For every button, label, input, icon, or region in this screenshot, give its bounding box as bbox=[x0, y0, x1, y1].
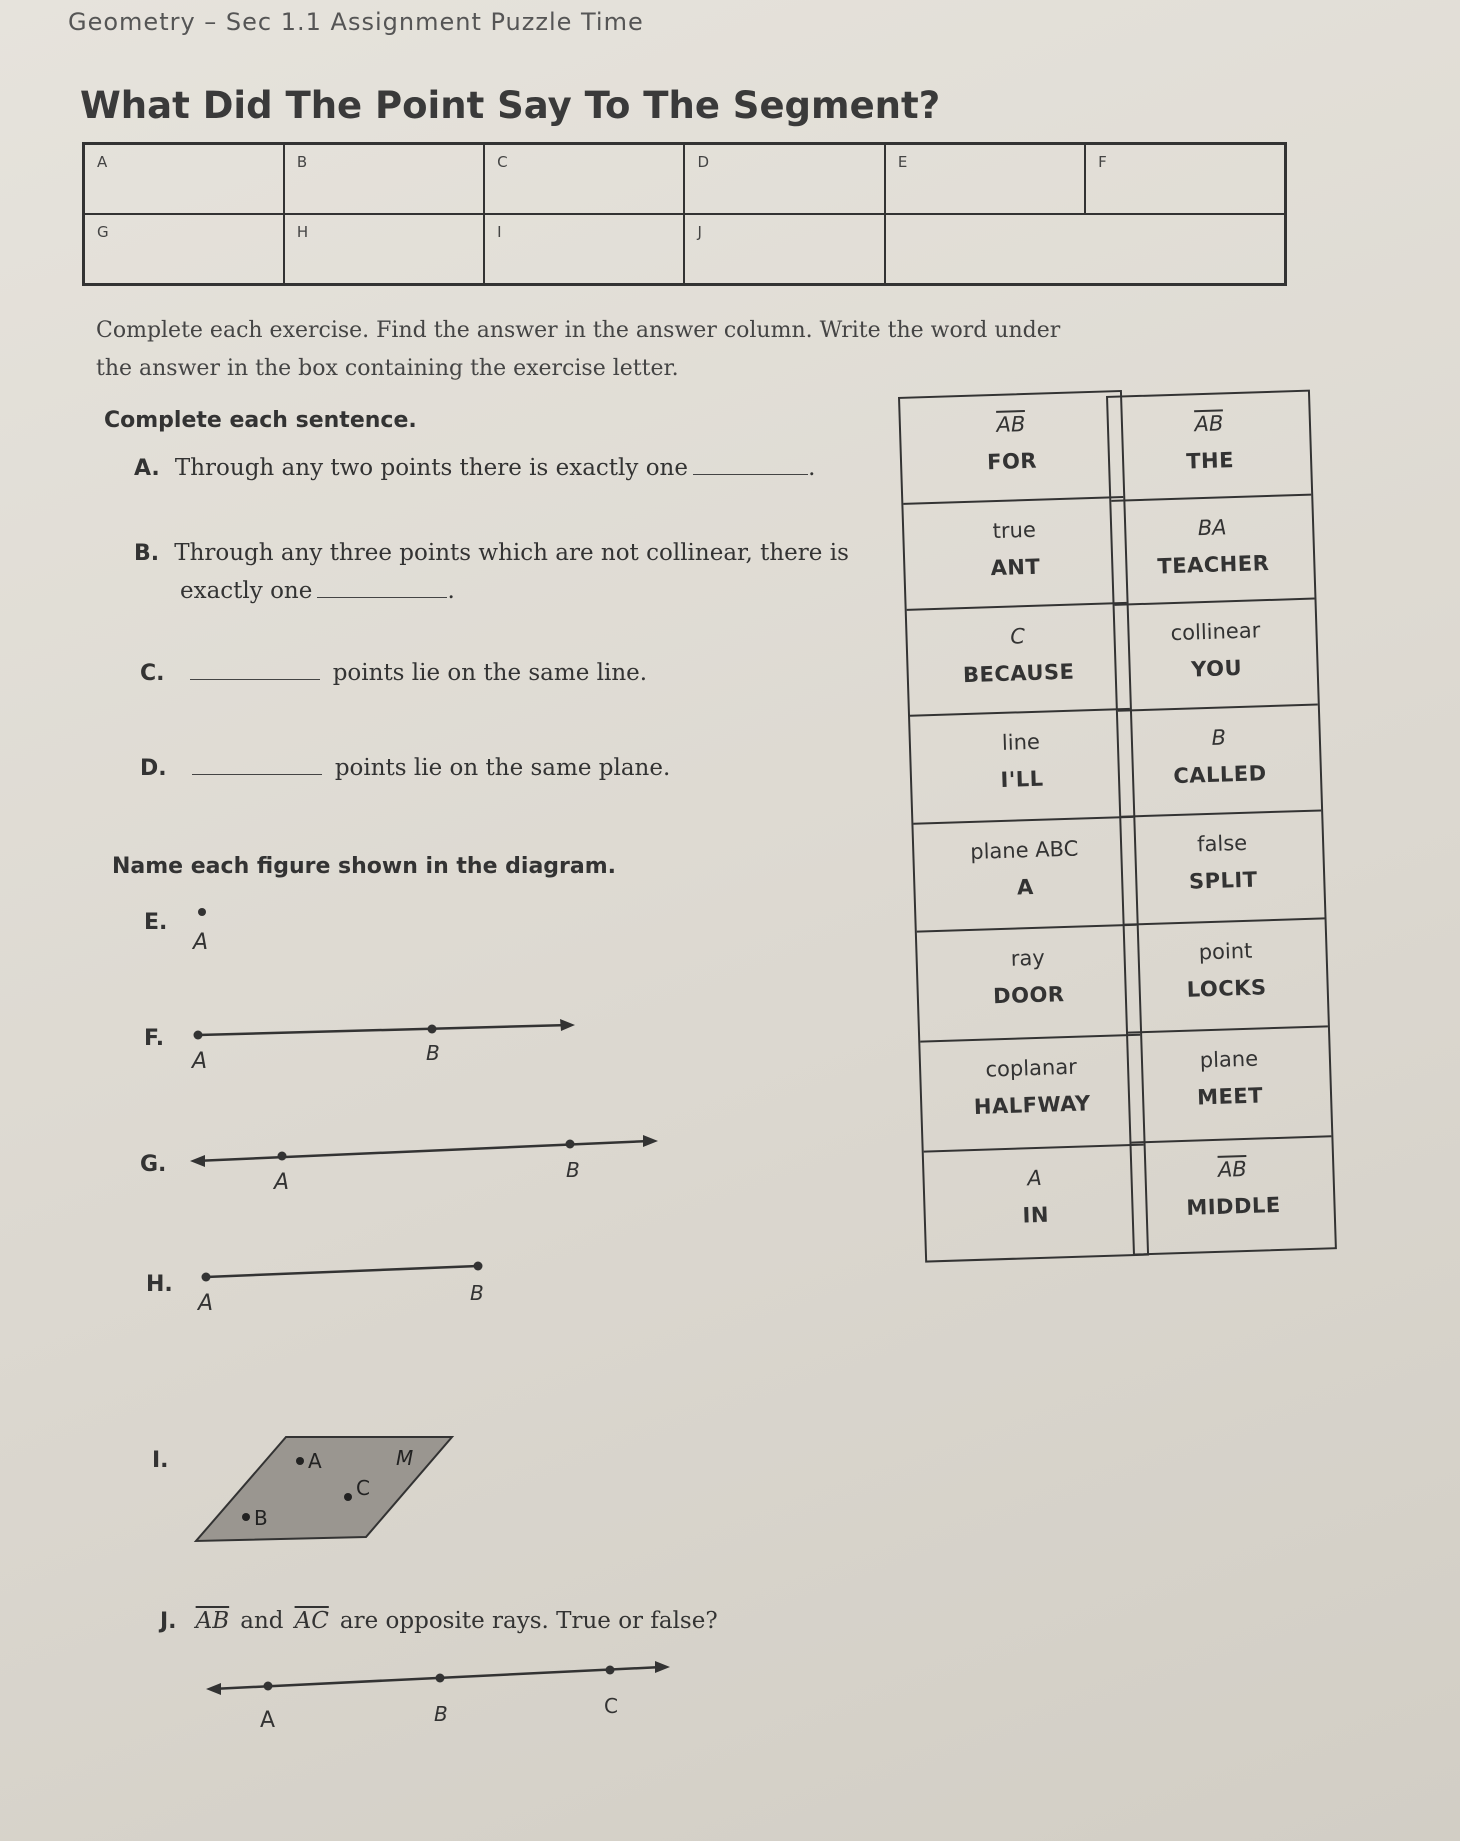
answer-blank[interactable] bbox=[190, 679, 320, 680]
point-label: A bbox=[193, 930, 209, 955]
figure-i-plane bbox=[190, 1425, 470, 1555]
answer-value: $\overline{AB}$ bbox=[996, 412, 1026, 437]
point-label: C bbox=[604, 1694, 618, 1718]
answer-column-2 bbox=[1106, 390, 1337, 1256]
question-letter: A. bbox=[134, 456, 160, 481]
point-label: B bbox=[434, 1702, 448, 1726]
point-label: A bbox=[198, 1291, 214, 1316]
point-dot bbox=[198, 908, 206, 916]
plane-shape bbox=[196, 1437, 452, 1541]
answer-cell bbox=[903, 498, 1126, 611]
answer-cell bbox=[1118, 705, 1321, 817]
answer-word: TEACHER bbox=[1157, 550, 1270, 579]
answer-value: line bbox=[1001, 729, 1041, 755]
instructions: Complete each exercise. Find the answer in the answer column. Write the word under the answer in the box containing the exercise letter. bbox=[96, 318, 1061, 381]
answer-value: false bbox=[1196, 830, 1248, 857]
point-dot bbox=[194, 1031, 203, 1040]
page-title: What Did The Point Say To The Segment? bbox=[80, 84, 941, 127]
answer-cell bbox=[910, 710, 1133, 825]
answer-box-d[interactable]: D bbox=[684, 144, 884, 215]
answer-cell bbox=[1125, 919, 1328, 1033]
answer-word: MEET bbox=[1196, 1083, 1264, 1110]
answer-box-c[interactable]: C bbox=[484, 144, 684, 215]
answer-cell bbox=[913, 818, 1136, 933]
point-label: A bbox=[260, 1708, 276, 1733]
question-text: points lie on the same plane. bbox=[334, 755, 671, 781]
answer-word: ANT bbox=[990, 554, 1041, 581]
section-heading-sentences: Complete each sentence. bbox=[104, 408, 417, 433]
answer-value: B bbox=[1211, 725, 1227, 750]
answer-value: point bbox=[1198, 938, 1253, 965]
answer-word: CALLED bbox=[1172, 761, 1267, 789]
answer-box-h[interactable]: H bbox=[284, 214, 484, 285]
answer-value: collinear bbox=[1170, 618, 1261, 646]
answer-box-b[interactable]: B bbox=[284, 144, 484, 215]
figure-g-line bbox=[180, 1125, 680, 1205]
answer-word: IN bbox=[1022, 1202, 1050, 1228]
question-period: . bbox=[447, 578, 455, 604]
answer-cell bbox=[907, 604, 1130, 717]
question-text: points lie on the same line. bbox=[332, 660, 648, 686]
answer-word: BECAUSE bbox=[962, 659, 1075, 688]
question-text: exactly one bbox=[180, 578, 313, 604]
answer-blank[interactable] bbox=[192, 774, 322, 775]
answer-word: YOU bbox=[1190, 655, 1243, 682]
figure-j-rays bbox=[200, 1655, 680, 1745]
answer-value: plane bbox=[1199, 1046, 1259, 1073]
question-text: Through any two points there is exactly one bbox=[174, 455, 688, 481]
answer-box-j[interactable]: J bbox=[684, 214, 884, 285]
answer-cell bbox=[924, 1146, 1147, 1261]
figure-f-ray bbox=[180, 1005, 600, 1085]
point-label: B bbox=[470, 1281, 484, 1305]
point-dot bbox=[566, 1140, 575, 1149]
arrowhead-icon bbox=[206, 1683, 221, 1695]
point-label: A bbox=[192, 1049, 208, 1074]
question-period: . bbox=[808, 455, 816, 481]
answer-grid-row bbox=[84, 214, 1286, 285]
ray-ab-notation: $\overline{AB}$ bbox=[195, 1608, 230, 1634]
answer-box-empty bbox=[885, 214, 1286, 285]
answer-grid-row bbox=[84, 144, 1286, 215]
question-letter: G. bbox=[140, 1152, 167, 1177]
answer-value: BA bbox=[1197, 515, 1227, 541]
answer-word: THE bbox=[1185, 448, 1235, 474]
answer-cell bbox=[1111, 496, 1314, 606]
arrowhead-icon bbox=[190, 1155, 205, 1167]
point-dot bbox=[202, 1273, 211, 1282]
point-dot bbox=[436, 1674, 445, 1683]
point-dot bbox=[606, 1666, 615, 1675]
answer-cell bbox=[1131, 1137, 1334, 1253]
question-text: are opposite rays. True or false? bbox=[339, 1608, 718, 1634]
question-letter: B. bbox=[134, 541, 160, 566]
point-dot bbox=[296, 1457, 304, 1465]
point-label: C bbox=[356, 1476, 370, 1500]
answer-box-f[interactable]: F bbox=[1085, 144, 1285, 215]
question-j bbox=[160, 1608, 718, 1634]
arrowhead-icon bbox=[655, 1661, 670, 1673]
point-label: M bbox=[396, 1446, 414, 1470]
answer-word: A bbox=[1016, 874, 1035, 900]
answer-value: $\overline{AB}$ bbox=[1194, 411, 1224, 437]
point-label: B bbox=[426, 1041, 440, 1065]
point-dot bbox=[474, 1262, 483, 1271]
point-label: B bbox=[566, 1158, 580, 1182]
question-b bbox=[134, 540, 849, 566]
answer-cell bbox=[1115, 600, 1318, 712]
ray-line bbox=[198, 1025, 570, 1035]
question-a bbox=[134, 455, 815, 481]
question-letter: J. bbox=[160, 1609, 177, 1634]
section-heading-figures: Name each figure shown in the diagram. bbox=[112, 854, 617, 879]
segment-line bbox=[206, 1266, 478, 1277]
question-letter: C. bbox=[140, 661, 165, 686]
answer-cell bbox=[1108, 392, 1311, 502]
question-letter: D. bbox=[140, 756, 167, 781]
question-letter: F. bbox=[144, 1026, 165, 1051]
answer-word: LOCKS bbox=[1186, 975, 1267, 1002]
point-dot bbox=[264, 1682, 273, 1691]
point-dot bbox=[242, 1513, 250, 1521]
point-label: A bbox=[274, 1170, 290, 1195]
ray-ac-notation: $\overline{AC}$ bbox=[294, 1608, 329, 1634]
line-segment bbox=[195, 1141, 650, 1161]
answer-value: coplanar bbox=[985, 1054, 1078, 1082]
figure-h-segment bbox=[190, 1250, 510, 1330]
answer-word: MIDDLE bbox=[1186, 1192, 1282, 1220]
arrowhead-icon bbox=[560, 1019, 575, 1031]
answer-box-e[interactable]: E bbox=[885, 144, 1085, 215]
answer-word: FOR bbox=[986, 448, 1038, 475]
figure-e-point bbox=[180, 900, 240, 960]
answer-blank[interactable] bbox=[693, 474, 808, 475]
question-d bbox=[140, 755, 670, 781]
answer-word: SPLIT bbox=[1188, 867, 1258, 894]
answer-cell bbox=[900, 392, 1123, 505]
answer-word: HALFWAY bbox=[973, 1091, 1092, 1119]
answer-value: ray bbox=[1010, 945, 1046, 971]
answer-box-g[interactable]: G bbox=[84, 214, 284, 285]
point-dot bbox=[278, 1152, 287, 1161]
point-label: A bbox=[308, 1449, 322, 1473]
answer-value: C bbox=[1009, 624, 1026, 649]
arrowhead-icon bbox=[643, 1135, 658, 1147]
answer-grid bbox=[82, 142, 1287, 286]
answer-value: $\overline{AB}$ bbox=[1217, 1156, 1248, 1182]
point-dot bbox=[428, 1025, 437, 1034]
answer-box-a[interactable]: A bbox=[84, 144, 284, 215]
answer-cell bbox=[920, 1036, 1143, 1153]
worksheet-header: Geometry – Sec 1.1 Assignment Puzzle Time bbox=[68, 8, 644, 36]
point-label: B bbox=[254, 1506, 268, 1530]
point-dot bbox=[344, 1493, 352, 1501]
answer-cell bbox=[1128, 1027, 1331, 1143]
question-letter: I. bbox=[152, 1448, 169, 1473]
question-letter: E. bbox=[144, 910, 168, 935]
answer-value: true bbox=[992, 517, 1037, 544]
answer-blank[interactable] bbox=[317, 597, 447, 598]
answer-value: A bbox=[1027, 1165, 1043, 1191]
question-text: Through any three points which are not collinear, there is bbox=[174, 540, 849, 566]
question-letter: H. bbox=[146, 1272, 173, 1297]
answer-cell bbox=[1121, 811, 1324, 925]
question-c bbox=[140, 660, 647, 686]
answer-box-i[interactable]: I bbox=[484, 214, 684, 285]
answer-word: DOOR bbox=[992, 982, 1065, 1009]
answer-cell bbox=[917, 926, 1140, 1043]
answer-value: plane ABC bbox=[969, 836, 1079, 864]
conjunction: and bbox=[240, 1608, 284, 1634]
answer-word: I'LL bbox=[1000, 766, 1044, 792]
question-b-line2 bbox=[180, 578, 455, 604]
